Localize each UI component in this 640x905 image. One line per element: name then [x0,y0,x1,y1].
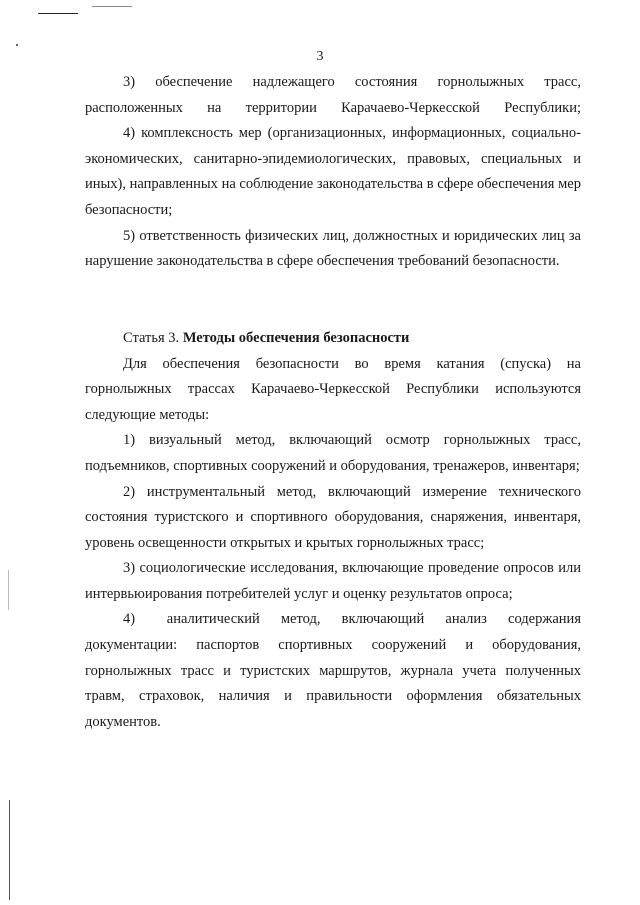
document-body [85,70,581,735]
page-number: 3 [316,49,324,64]
article-title: Методы обеспечения безопасности [182,329,410,346]
list-item-4: 4) комплексность мер (организационных, информационных, социально-экономических, санитарно-эпидемиологических, правовых, специальных и иных), направленных на соблюдение законодательства в сфере обеспечения мер безопасности; [85,125,581,218]
list-item-5: 5) ответственность физических лиц, должностных и юридических лиц за нарушение законодательства в сфере обеспечения требований безопасности. [85,227,581,270]
scan-artifact-top-line [38,13,78,14]
scan-artifact-margin-line [9,800,10,900]
scan-artifact-top-line-2 [92,6,132,7]
method-item-1: 1) визуальный метод, включающий осмотр горнолыжных трасс, подъемников, спортивных сооружений и оборудования, тренажеров, инвентаря; [85,432,581,474]
article-prefix: Статья 3. [123,329,183,346]
paragraph-gap [85,300,581,326]
article-intro: Для обеспечения безопасности во время катания (спуска) на горнолыжных трассах Карачаево-Черкесской Республики используются следующие методы: [85,355,581,423]
list-item-3: 3) обеспечение надлежащего состояния горнолыжных трасс, расположенных на территории Карачаево-Черкесской Республики; [85,74,581,116]
scan-artifact-margin-line-2 [8,570,9,610]
method-item-4: 4) аналитический метод, включающий анализ содержания документации: паспортов спортивных сооружений и оборудования, горнолыжных трасс и туристских маршрутов, журнала учета полученных травм, страховок, наличия и правильности оформления обязательных документов. [85,611,581,730]
paragraph-gap [85,275,581,301]
method-item-3: 3) социологические исследования, включающие проведение опросов или интервьюирования потребителей услуг и оценку результатов опроса; [85,560,581,602]
article-heading [85,326,581,352]
method-item-2: 2) инструментальный метод, включающий измерение технического состояния туристского и спортивного оборудования, снаряжения, инвентаря, уровень освещенности открытых и крытых горнолыжных трасс; [85,483,581,551]
scan-artifact-dot [16,44,18,46]
